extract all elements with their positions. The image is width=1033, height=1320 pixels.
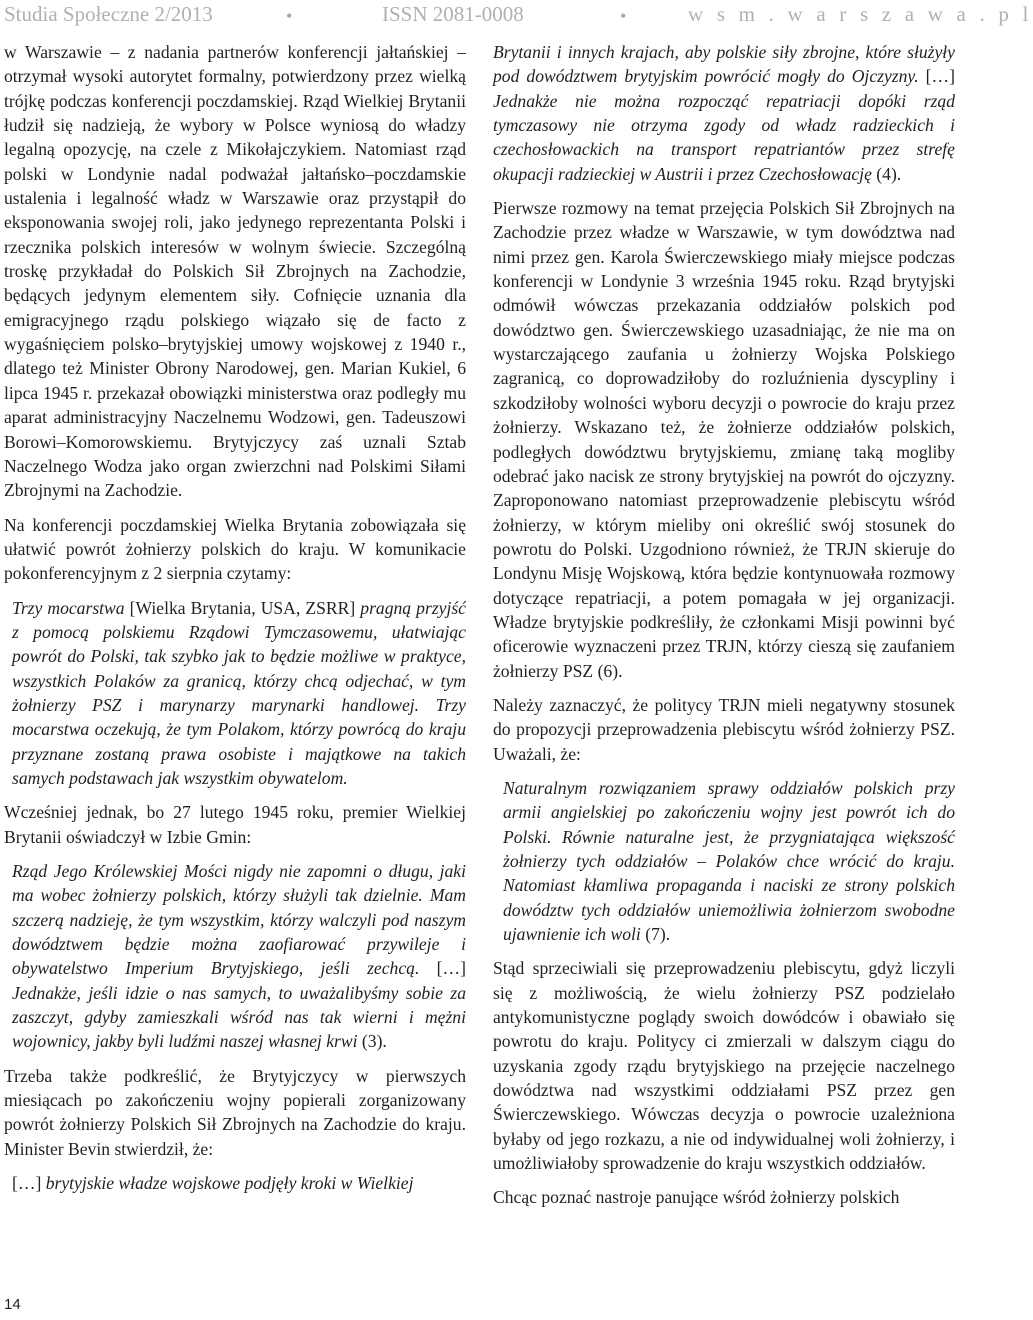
- block-quote: [503, 776, 955, 946]
- separator-dot: •: [620, 6, 627, 26]
- block-quote: [12, 1171, 466, 1195]
- quote-text: Brytanii i innych krajach, aby polskie siły zbrojne, które służyły pod dowództwem brytyjskim powrócić mogły do Ojczyzny.: [493, 42, 955, 87]
- paragraph: Wcześniej jednak, bo 27 lutego 1945 roku, premier Wielkiej Brytanii oświadczył w Izbie Gmin:: [4, 802, 466, 847]
- quote-text: pragną przyjść z pomocą polskiemu Rządowi Tymczasowemu, ułatwiając powrót do Polski, tak szybko jak to będzie możliwe w praktyce, wszystkich Polaków za granicą, którzy chcą odjechać, w tym żołnierzy PSZ i marynarzy marynarki handlowej. Trzy mocarstwa oczekują, że tym Polakom, którzy powrócą do kraju przyznane zostaną prawa osobiste i majątkowe na takich samych podstawach jak wszystkim obywatelom.: [12, 597, 466, 788]
- citation-ref: (3).: [357, 1031, 387, 1052]
- left-column: [4, 40, 466, 1195]
- block-quote-continued: [493, 40, 955, 186]
- website: w s m . w a r s z a w a . p l: [688, 2, 1033, 26]
- quote-text: Naturalnym rozwiązaniem sprawy oddziałów polskich przy armii angielskiej po zakończeniu wojny jest powrót ich do Polski. Równie naturalne jest, że przygniatająca większość żołnierzy tych oddziałów – Polaków chce wrócić do kraju. Natomiast kłamliwa propaganda i naciski ze strony polskich dowództw tych oddziałów uniemożliwia żołnierzom swobodne ujawnienie ich woli: [503, 777, 955, 945]
- quote-text: brytyjskie władze wojskowe podjęły kroki w Wielkiej: [45, 1173, 414, 1194]
- block-quote: [12, 596, 466, 791]
- paragraph: Chcąc poznać nastroje panujące wśród żołnierzy polskich: [493, 1187, 900, 1208]
- issn: ISSN 2081-0008: [382, 2, 524, 26]
- quote-text: Trzy mocarstwa: [12, 597, 125, 618]
- quote-ellipsis: […]: [419, 958, 466, 979]
- block-quote: [12, 859, 466, 1054]
- quote-insert: [Wielka Brytania, USA, ZSRR]: [124, 597, 361, 618]
- citation-ref: (7).: [640, 924, 671, 945]
- separator-dot: •: [286, 6, 293, 26]
- right-column: [493, 40, 955, 1210]
- paragraph: Stąd sprzeciwiali się przeprowadzeniu plebiscytu, gdyż liczyli się z możliwością, że wielu żołnierzy PSZ podzielało antykomunistyczne poglądy swoich dowódców i obawiało się powrotu do kraju. Politycy ci zmierzali w dalszym ciągu do uzyskania zgody rządu brytyjskiego na przejęcie naczelnego dowództwa nad wszystkimi oddziałami PSZ przez gen Świerczewskiego. Wówczas decyzja o powrocie uzależniona byłaby od jego rozkazu, a nie od indywidualnej woli żołnierzy, i umożliwiałoby sprowadzenie do kraju wszystkich oddziałów.: [493, 958, 955, 1174]
- quote-text: Rząd Jego Królewskiej Mości nigdy nie zapomni o długu, jaki ma wobec żołnierzy polskich, którzy służyli tak dzielnie. Mam szczerą nadzieję, że tym wszystkim, którzy walczyli pod naszym dowództwem będzie można zaofiarować przywileje i obywatelstwo Imperium Brytyjskiego, jeśli zechcą.: [12, 861, 466, 979]
- paragraph: w Warszawie – z nadania partnerów konferencji jałtańskiej – otrzymał wysoki autorytet formalny, potwierdzony przez wielką trójkę podczas konferencji poczdamskiej. Rząd Wielkiej Brytanii łudził się nadzieją, że wybory w Polsce wyniosą do władzy legalną opozycję, na czele z Mikołajczykiem. Natomiast rząd polski w Londynie nadal podważał jałtańsko–poczdamskie ustalenia i legalność władz w Warszawie oraz przystąpił do eksponowania swojej roli, jako jedynego reprezentanta Polski i rzecznika polskich interesów w wolnym świecie. Szczególną troskę przykładał do Polskich Sił Zbrojnych na Zachodzie, będących jedynym elementem siły. Cofnięcie uznania dla emigracyjnego rządu polskiego wiązało się de facto z wygaśnięciem polsko–brytyjskiej umowy wojskowej z 1940 r., dlatego też Minister Obrony Narodowej, gen. Marian Kukiel, 6 lipca 1945 r. przekazał obowiązki ministerstwa oraz podległy mu aparat administracyjny Naczelnemu Wodzowi, gen. Tadeuszowi Borowi–Komorowskiemu. Brytyjczycy zaś uznali Sztab Naczelnego Wodza jako organ zwierzchni nad Polskimi Siłami Zbrojnymi na Zachodzie.: [4, 42, 466, 501]
- running-header: [0, 0, 1033, 30]
- quote-ellipsis: […]: [918, 66, 955, 87]
- quote-text: Jednakże nie można rozpocząć repatriacji dopóki rząd tymczasowy nie otrzyma zgody od władz radzieckich i czechosłowackich na transport repatriantów przez strefę okupacji radzieckiej w Austrii i przez Czechosłowację: [493, 90, 955, 184]
- quote-text: Jednakże, jeśli idzie o nas samych, to uważalibyśmy sobie za zaszczyt, gdyby zamieszkali wśród nas tak wierni i mężni wojownicy, jakby byli ludźmi naszej własnej krwi: [12, 982, 466, 1052]
- citation-ref: (4).: [871, 163, 902, 184]
- paragraph: Trzeba także podkreślić, że Brytyjczycy w pierwszych miesiącach po zakończeniu wojny popierali zorganizowany powrót żołnierzy Polskich Sił Zbrojnych na Zachodzie do kraju. Minister Bevin stwierdził, że:: [4, 1065, 466, 1159]
- paragraph: Pierwsze rozmowy na temat przejęcia Polskich Sił Zbrojnych na Zachodzie przez władze w Warszawie, w tym dowództwa nad nimi przez gen. Karola Świerczewskiego miały miejsce podczas konferencji w Londynie 3 września 1945 roku. Rząd brytyjski odmówił wówczas przekazania oddziałów polskich pod dowództwo gen. Świerczewskiego uzasadniając, że nie ma on wystarczającego zaufania u żołnierzy Wojska Polskiego zagranicą, co doprowadziłoby do rozluźnienia dyscypliny i szkodziłoby wolności wyboru decyzji o powrocie do kraju przez żołnierzy. Wskazano też, że żołnierze oddziałów polskich, podległych dowództwu brytyjskiemu, zmianę taką mogliby odebrać jako nacisk ze strony brytyjskiej na powrót do ojczyzny. Zaproponowano natomiast przeprowadzenie plebiscytu wśród żołnierzy, w którym mieliby oni określić swój stosunek do powrotu do Polski. Uzgodniono również, że TRJN skieruje do Londynu Misję Wojskową, która będzie kontynuowała rozmowy dotyczące repatriacji, a potem pomagała w jej organizacji. Władze brytyjskie podkreśliły, że członkami Misji powinni być oficerowie wyznaczeni przez TRJN, którzy cieszą się zaufaniem żołnierzy PSZ (6).: [493, 198, 955, 681]
- page-number: 14: [4, 1296, 21, 1313]
- quote-ellipsis: […]: [12, 1173, 46, 1194]
- journal-title: Studia Społeczne 2/2013: [4, 2, 213, 26]
- paragraph: Należy zaznaczyć, że politycy TRJN mieli negatywny stosunek do propozycji przeprowadzenia plebiscytu wśród żołnierzy PSZ. Uważali, że:: [493, 694, 955, 764]
- paragraph: Na konferencji poczdamskiej Wielka Brytania zobowiązała się ułatwić powrót żołnierzy polskich do kraju. W komunikacie pokonferencyjnym z 2 sierpnia czytamy:: [4, 514, 466, 584]
